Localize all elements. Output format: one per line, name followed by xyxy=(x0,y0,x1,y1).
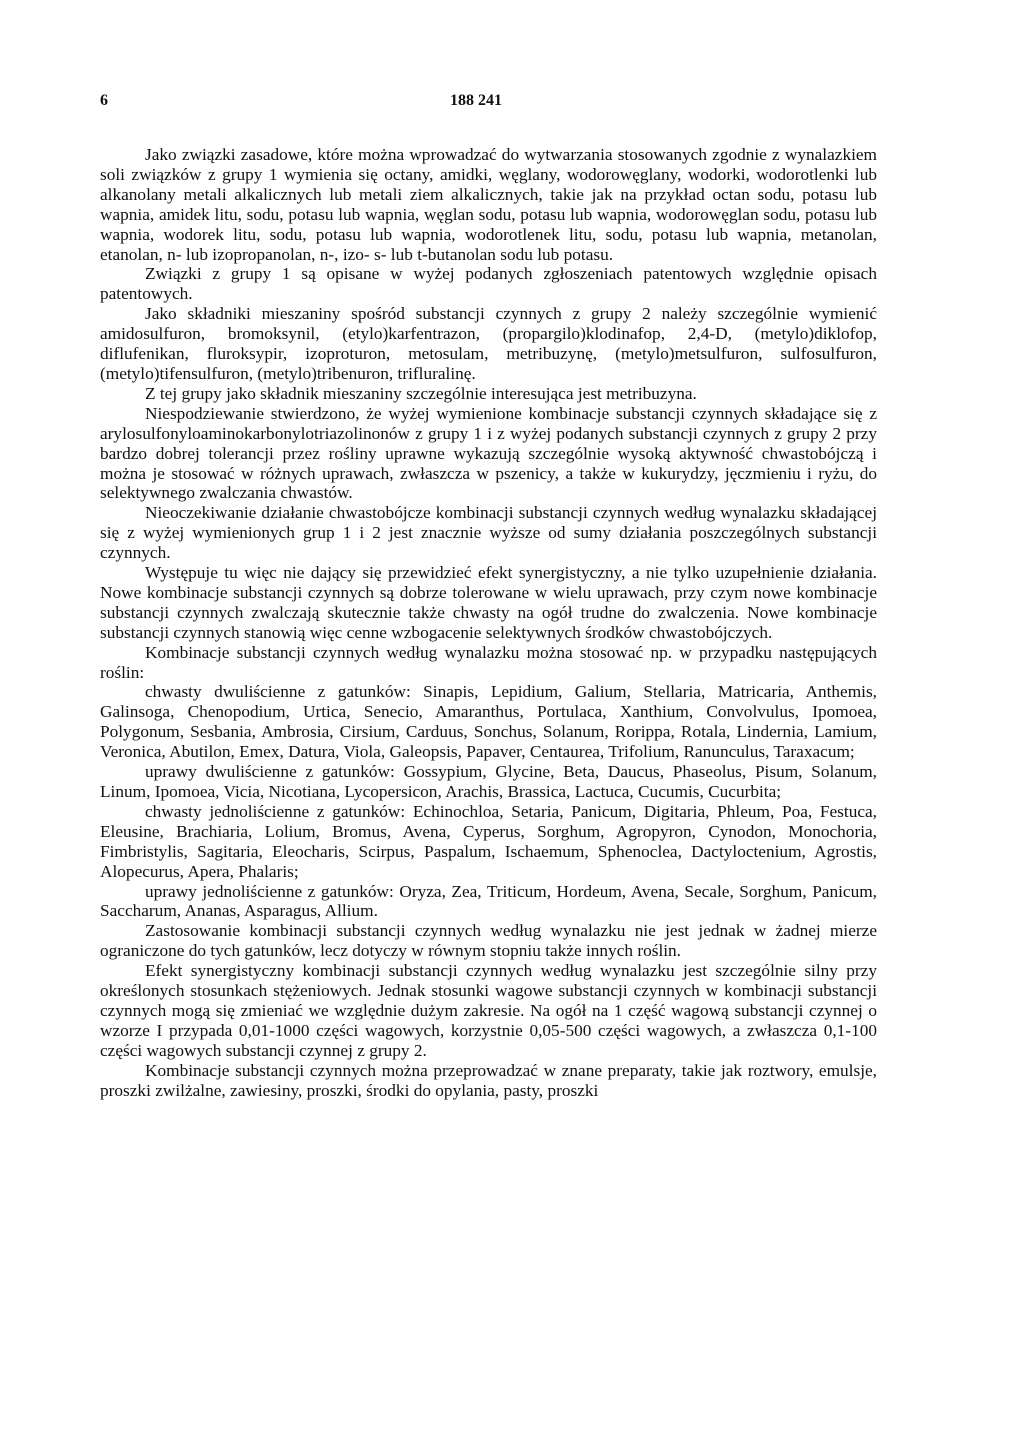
paragraph-applicable-plants: Kombinacje substancji czynnych według wynalazku można stosować np. w przypadku następujących roślin: xyxy=(100,642,877,682)
list-monocot-weeds: chwasty jednoliścienne z gatunków: Echinochloa, Setaria, Panicum, Digitaria, Phleum, Poa, Festuca, Eleusine, Brachiaria, Lolium, Bromus, Avena, Cyperus, Sorghum, Agropyron, Cynodon, Monochoria, Fimbristylis, Sagitaria, Eleocharis, Scirpus, Paspalum, Ischaemum, Sphenoclea, Dactyloctenium, Agrostis, Alopecurus, Apera, Phalaris; xyxy=(100,801,877,881)
document-body xyxy=(100,145,877,1101)
paragraph-unexpected-finding: Niespodziewanie stwierdzono, że wyżej wymienione kombinacje substancji czynnych składające się z arylosulfonyloaminokarbonylotriazolinonów z grupy 1 i z wyżej podanych substancji czynnych z grupy 2 przy bardzo dobrej tolerancji przez rośliny uprawne wykazują szczególnie wysoką aktywność chwastobójczą i można je stosować w różnych uprawach, zwłaszcza w pszenicy, a także w kukurydzy, jęczmieniu i ryżu, do selektywnego zwalczania chwastów. xyxy=(100,403,877,503)
paragraph-synergy: Występuje tu więc nie dający się przewidzieć efekt synergistyczny, a nie tylko uzupełnienie działania. Nowe kombinacje substancji czynnych są dobrze tolerowane w wielu uprawach, przy czym nowe kombinacje substancji czynnych zwalczają skutecznie także chwasty na ogół trudne do zwalczenia. Nowe kombinacje substancji czynnych stanowią więc cenne wzbogacenie selektywnych środków chwastobójczych. xyxy=(100,563,877,642)
paragraph-weight-ratios: Efekt synergistyczny kombinacji substancji czynnych według wynalazku jest szczególnie silny przy określonych stosunkach stężeniowych. Jednak stosunki wagowe substancji czynnych w kombinacji substancji czynnych mogą się zmieniać we względnie dużym zakresie. Na ogół na 1 część wagową substancji czynnej o wzorze I przypada 0,01-1000 części wagowych, korzystnie 0,05-500 części wagowych, a zwłaszcza 0,1-100 części wagowych substancji czynnej z grupy 2. xyxy=(100,961,877,1060)
list-dicot-weeds: chwasty dwuliścienne z gatunków: Sinapis, Lepidium, Galium, Stellaria, Matricaria, Anthemis, Galinsoga, Chenopodium, Urtica, Senecio, Amaranthus, Portulaca, Xanthium, Convolvulus, Ipomoea, Polygonum, Sesbania, Ambrosia, Cirsium, Carduus, Sonchus, Solanum, Rorippa, Rotala, Lindernia, Lamium, Veronica, Abutilon, Emex, Datura, Viola, Galeopsis, Papaver, Centaurea, Trifolium, Ranunculus, Taraxacum; xyxy=(100,682,877,762)
paragraph-herbicidal-action: Nieoczekiwanie działanie chwastobójcze kombinacji substancji czynnych według wynalazku składającej się z wyżej wymienionych grup 1 i 2 jest znacznie wyższe od sumy działania poszczególnych substancji czynnych. xyxy=(100,503,877,563)
paragraph-not-limited: Zastosowanie kombinacji substancji czynnych według wynalazku nie jest jednak w żadnej mierze ograniczone do tych gatunków, lecz dotyczy w równym stopniu także innych roślin. xyxy=(100,921,877,961)
page-number: 6 xyxy=(100,92,108,109)
paragraph-metribuzin: Z tej grupy jako składnik mieszaniny szczególnie interesująca jest metribuzyna. xyxy=(145,383,697,403)
paragraph-basic-compounds: Jako związki zasadowe, które można wprowadzać do wytwarzania stosowanych zgodnie z wynalazkiem soli związków z grupy 1 wymienia się octany, amidki, węglany, wodorowęglany, wodorki, wodorotlenki lub alkanolany metali alkalicznych lub metali ziem alkalicznych, takie jak na przykład octan sodu, potasu lub wapnia, amidek litu, sodu, potasu lub wapnia, węglan sodu, potasu lub wapnia, wodorowęglan sodu, potasu lub wapnia, wodorek litu, sodu, potasu lub wapnia, wodorotlenek litu, sodu, potasu lub wapnia, metanolan, etanolan, n- lub izopropanolan, n-, izo- s- lub t-butanolan sodu lub potasu. xyxy=(100,145,877,264)
list-monocot-crops: uprawy jednoliścienne z gatunków: Oryza, Zea, Triticum, Hordeum, Avena, Secale, Sorghum, Panicum, Saccharum, Ananas, Asparagus, Allium. xyxy=(100,881,877,921)
document-number: 188 241 xyxy=(450,92,502,109)
paragraph-group1-described: Związki z grupy 1 są opisane w wyżej podanych zgłoszeniach patentowych względnie opisach patentowych. xyxy=(100,264,877,304)
paragraph-formulations: Kombinacje substancji czynnych można przeprowadzać w znane preparaty, takie jak roztwory, emulsje, proszki zwilżalne, zawiesiny, proszki, środki do opylania, pasty, proszki xyxy=(100,1060,877,1100)
paragraph-group2-components: Jako składniki mieszaniny spośród substancji czynnych z grupy 2 należy szczególnie wymienić amidosulfuron, bromoksynil, (etylo)karfentrazon, (propargilo)klodinafop, 2,4-D, (metylo)diklofop, diflufenikan, fluroksypir, izoproturon, metosulam, metribuzynę, (metylo)metsulfuron, sulfosulfuron, (metylo)tifensulfuron, (metylo)tribenuron, trifluralinę. xyxy=(100,304,877,383)
list-dicot-crops: uprawy dwuliścienne z gatunków: Gossypium, Glycine, Beta, Daucus, Phaseolus, Pisum, Solanum, Linum, Ipomoea, Vicia, Nicotiana, Lycopersicon, Arachis, Brassica, Lactuca, Cucumis, Cucurbita; xyxy=(100,762,877,801)
